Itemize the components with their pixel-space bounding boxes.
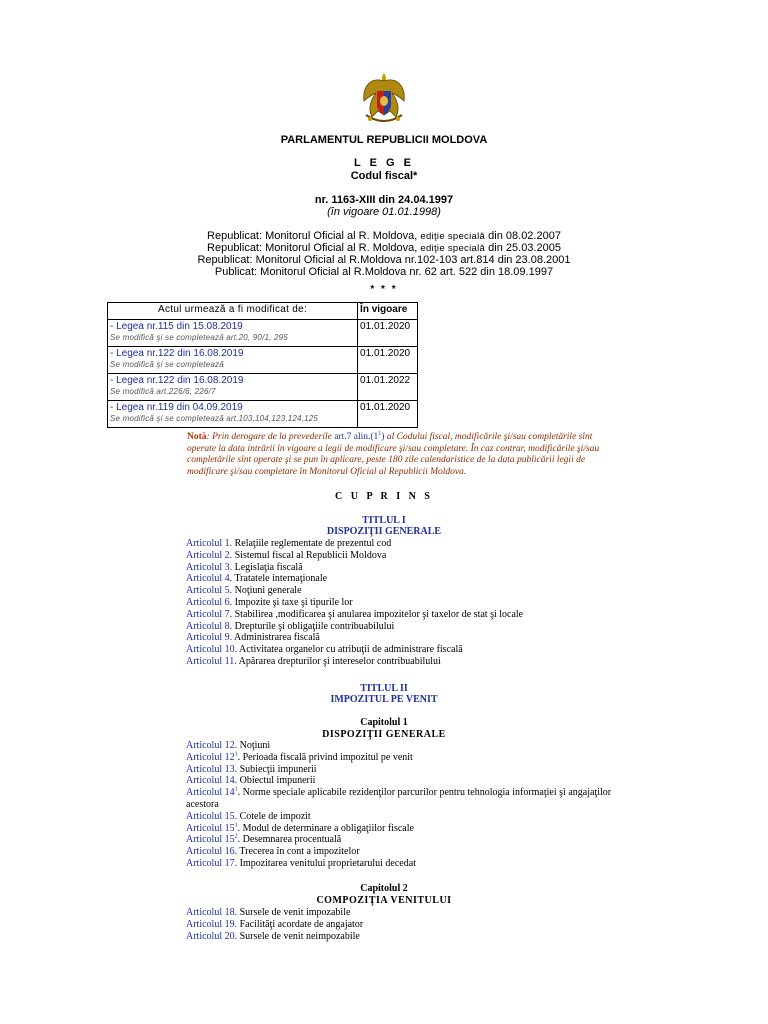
title-1-heading[interactable]: TITLUL I bbox=[362, 515, 406, 526]
article-title: . Desemnarea procentuală bbox=[237, 834, 342, 846]
article-title: Stabilirea ,modificarea şi anularea impozitelor şi taxelor de stat şi locale bbox=[232, 608, 524, 620]
article-link[interactable]: Articolul 4. bbox=[186, 573, 233, 585]
articles-list-chapter-1 bbox=[186, 740, 611, 870]
article-entry bbox=[186, 550, 523, 562]
article-entry bbox=[186, 834, 611, 846]
lege-heading: L E G E bbox=[354, 157, 414, 169]
chapter-2-heading: Capitolul 2 bbox=[360, 883, 408, 894]
amending-law-link[interactable]: - Legea nr.119 din 04.09.2019 bbox=[110, 402, 243, 413]
article-title: . Modul de determinare a obligaţiilor fiscale bbox=[237, 822, 414, 834]
articles-list-title-1 bbox=[186, 538, 523, 668]
article-title: Subiecţii impunerii bbox=[237, 763, 317, 775]
article-link[interactable]: Articolul 15 bbox=[186, 822, 235, 834]
article-title: Relaţiile reglementate de prezentul cod bbox=[232, 538, 392, 549]
article-link[interactable]: Articolul 5. bbox=[186, 585, 233, 597]
title-1-subtitle[interactable]: DISPOZIŢII GENERALE bbox=[326, 526, 442, 537]
derogation-note: Notă: Prin derogare de la prevederile art.7 $alin.(1^1)$ al Codului fiscal, modificările şi/sau completările sînt operate la data intrării în vigoare a legii de modificare şi/sau completare. În caz contrar, modificările şi/sau completările sînt operate şi se pun în aplicare, peste 180 zile calendaristice de la data publicării legii de modificare şi/sau completare în Monitorul Oficial al Republicii Moldova. bbox=[187, 430, 600, 477]
article-link[interactable]: Articolul 8. bbox=[186, 620, 233, 632]
table-row bbox=[108, 347, 418, 374]
in-force-cell: 01.01.2020 bbox=[358, 320, 418, 347]
article-link[interactable]: Articolul 13. bbox=[186, 763, 238, 775]
amendments-table bbox=[107, 302, 418, 428]
article-entry bbox=[186, 752, 611, 764]
modification-note: Se modifică şi se completează art.20, 90/1, 295 bbox=[110, 333, 288, 342]
article-link[interactable]: Articolul 15. bbox=[186, 810, 238, 822]
law-number: nr. 1163-XIII din 24.04.1997 bbox=[314, 194, 454, 206]
chapter-1-heading: Capitolul 1 bbox=[360, 717, 408, 728]
article-link[interactable]: Articolul 9. bbox=[186, 632, 233, 644]
document-title: Codul fiscal* bbox=[350, 170, 418, 182]
article-entry bbox=[186, 562, 523, 574]
modification-note: Se modifică şi se completează art.103,104,123,124,125 bbox=[110, 414, 319, 423]
article-superscript[interactable]: 1 bbox=[234, 822, 238, 829]
article-title: Facilităţi acordate de angajator bbox=[237, 918, 364, 930]
article-link[interactable]: Articolul 15 bbox=[186, 834, 235, 846]
article-title: Administrarea fiscală bbox=[232, 632, 320, 644]
table-row bbox=[108, 320, 418, 347]
chapter-2-subtitle: COMPOZIŢIA VENITULUI bbox=[316, 895, 452, 906]
article-entry bbox=[186, 621, 523, 633]
article-entry bbox=[186, 823, 611, 835]
coat-of-arms-emblem bbox=[358, 71, 410, 129]
article-title: Cotele de impozit bbox=[237, 810, 311, 822]
column-header-act: Actul urmează a fi modificat de: bbox=[108, 303, 358, 320]
article-entry bbox=[186, 538, 523, 550]
article-entry bbox=[186, 585, 523, 597]
article-entry bbox=[186, 846, 611, 858]
article-link[interactable]: Articolul 12. bbox=[186, 740, 238, 751]
contents-heading: C U P R I N S bbox=[335, 491, 433, 502]
republication-line: Republicat: Monitorul Oficial al R.Moldova nr.102-103 art.814 din 23.08.2001 bbox=[197, 254, 571, 266]
article-title: . Norme speciale aplicabile rezidenţilor parcurilor pentru tehnologia informaţiei şi angajaţilor bbox=[237, 787, 612, 799]
column-header-in-force: În vigoare bbox=[358, 303, 418, 320]
table-row bbox=[108, 374, 418, 401]
article-entry bbox=[186, 656, 523, 668]
in-force-cell: 01.01.2020 bbox=[358, 347, 418, 374]
article-link[interactable]: Articolul 20. bbox=[186, 930, 238, 942]
article-link[interactable]: Articolul 11. bbox=[186, 655, 237, 667]
in-force-date: (în vigoare 01.01.1998) bbox=[327, 206, 441, 218]
in-force-cell: 01.01.2020 bbox=[358, 401, 418, 428]
article-entry bbox=[186, 573, 523, 585]
title-2-subtitle[interactable]: IMPOZITUL PE VENIT bbox=[330, 694, 438, 705]
article-link[interactable]: Articolul 14. bbox=[186, 775, 238, 787]
article-link[interactable]: Articolul 3. bbox=[186, 561, 233, 573]
article-title: Drepturile şi obligaţiile contribuabilului bbox=[232, 620, 395, 632]
article-link[interactable]: Articolul 18. bbox=[186, 907, 238, 918]
republication-line: Republicat: Monitorul Oficial al R. Moldova, ediţie specială din 25.03.2005 bbox=[207, 242, 561, 254]
amending-law-link[interactable]: - Legea nr.122 din 16.08.2019 bbox=[110, 375, 244, 386]
article-link[interactable]: Articolul 12 bbox=[186, 751, 235, 763]
article-title: Noţiuni bbox=[237, 740, 271, 751]
article-entry bbox=[186, 764, 611, 776]
article-title: acestora bbox=[186, 798, 219, 810]
separator-stars: * * * bbox=[370, 284, 398, 295]
article-title: Sursele de venit neimpozabile bbox=[237, 930, 360, 942]
article-title: Sursele de venit impozabile bbox=[237, 907, 351, 918]
article-link[interactable]: Articolul 19. bbox=[186, 918, 238, 930]
article-title: Noţiuni generale bbox=[232, 585, 302, 597]
publication-line: Publicat: Monitorul Oficial al R.Moldova nr. 62 art. 522 din 18.09.1997 bbox=[214, 266, 554, 278]
article-link[interactable]: Articolul 2. bbox=[186, 549, 233, 561]
article-entry bbox=[186, 609, 523, 621]
article-superscript[interactable]: 2 bbox=[234, 834, 238, 841]
article-entry bbox=[186, 597, 523, 609]
article-entry bbox=[186, 919, 363, 931]
article-superscript[interactable]: 1 bbox=[234, 751, 238, 758]
in-force-cell: 01.01.2022 bbox=[358, 374, 418, 401]
article-entry bbox=[186, 931, 363, 943]
article-entry bbox=[186, 775, 611, 787]
article-title: . Perioada fiscală privind impozitul pe venit bbox=[237, 751, 413, 763]
article-link[interactable]: Articolul 17. bbox=[186, 857, 238, 869]
table-row bbox=[108, 401, 418, 428]
modification-note: Se modifică art.226/6, 226/7 bbox=[110, 387, 216, 396]
article-title: Trecerea în cont a impozitelor bbox=[237, 846, 360, 858]
articles-list-chapter-2 bbox=[186, 907, 363, 942]
article-title: Impozite şi taxe şi tipurile lor bbox=[232, 596, 353, 608]
note-article-link[interactable]: art.7 $alin.(1^1)$ bbox=[334, 430, 385, 442]
article-link[interactable]: Articolul 16. bbox=[186, 846, 238, 858]
article-title: Apărarea drepturilor şi intereselor contribuabilului bbox=[236, 655, 441, 667]
republication-line: Republicat: Monitorul Oficial al R. Moldova, ediţie specială din 08.02.2007 bbox=[207, 230, 561, 242]
article-entry bbox=[186, 799, 611, 811]
note-label: Notă bbox=[187, 432, 207, 442]
article-entry bbox=[186, 907, 363, 919]
article-entry bbox=[186, 811, 611, 823]
modification-note: Se modifică şi se completează bbox=[110, 360, 224, 369]
article-entry bbox=[186, 644, 523, 656]
article-title: Obiectul impunerii bbox=[237, 775, 316, 787]
parliament-heading: PARLAMENTUL REPUBLICII MOLDOVA bbox=[280, 134, 488, 146]
amending-law-link[interactable]: - Legea nr.115 din 15.08.2019 bbox=[110, 321, 243, 332]
article-title: Impozitarea venitului proprietarului decedat bbox=[237, 857, 416, 869]
article-title: Legislaţia fiscală bbox=[232, 561, 303, 573]
article-link[interactable]: Articolul 14 bbox=[186, 787, 235, 799]
article-superscript[interactable]: 1 bbox=[234, 786, 238, 793]
article-link[interactable]: Articolul 1. bbox=[186, 538, 233, 549]
chapter-1-subtitle: DISPOZIŢII GENERALE bbox=[322, 729, 446, 740]
article-entry bbox=[186, 740, 611, 752]
article-entry bbox=[186, 787, 611, 799]
article-link[interactable]: Articolul 6. bbox=[186, 596, 233, 608]
article-link[interactable]: Articolul 7. bbox=[186, 608, 233, 620]
article-entry bbox=[186, 858, 611, 870]
article-entry bbox=[186, 632, 523, 644]
title-2-heading[interactable]: TITLUL II bbox=[360, 683, 408, 694]
amending-law-link[interactable]: - Legea nr.122 din 16.08.2019 bbox=[110, 348, 244, 359]
article-title: Sistemul fiscal al Republicii Moldova bbox=[232, 549, 387, 561]
article-title: Tratatele internaţionale bbox=[232, 573, 328, 585]
article-title: Activitatea organelor cu atribuţii de administrare fiscală bbox=[237, 644, 463, 656]
article-link[interactable]: Articolul 10. bbox=[186, 644, 238, 656]
